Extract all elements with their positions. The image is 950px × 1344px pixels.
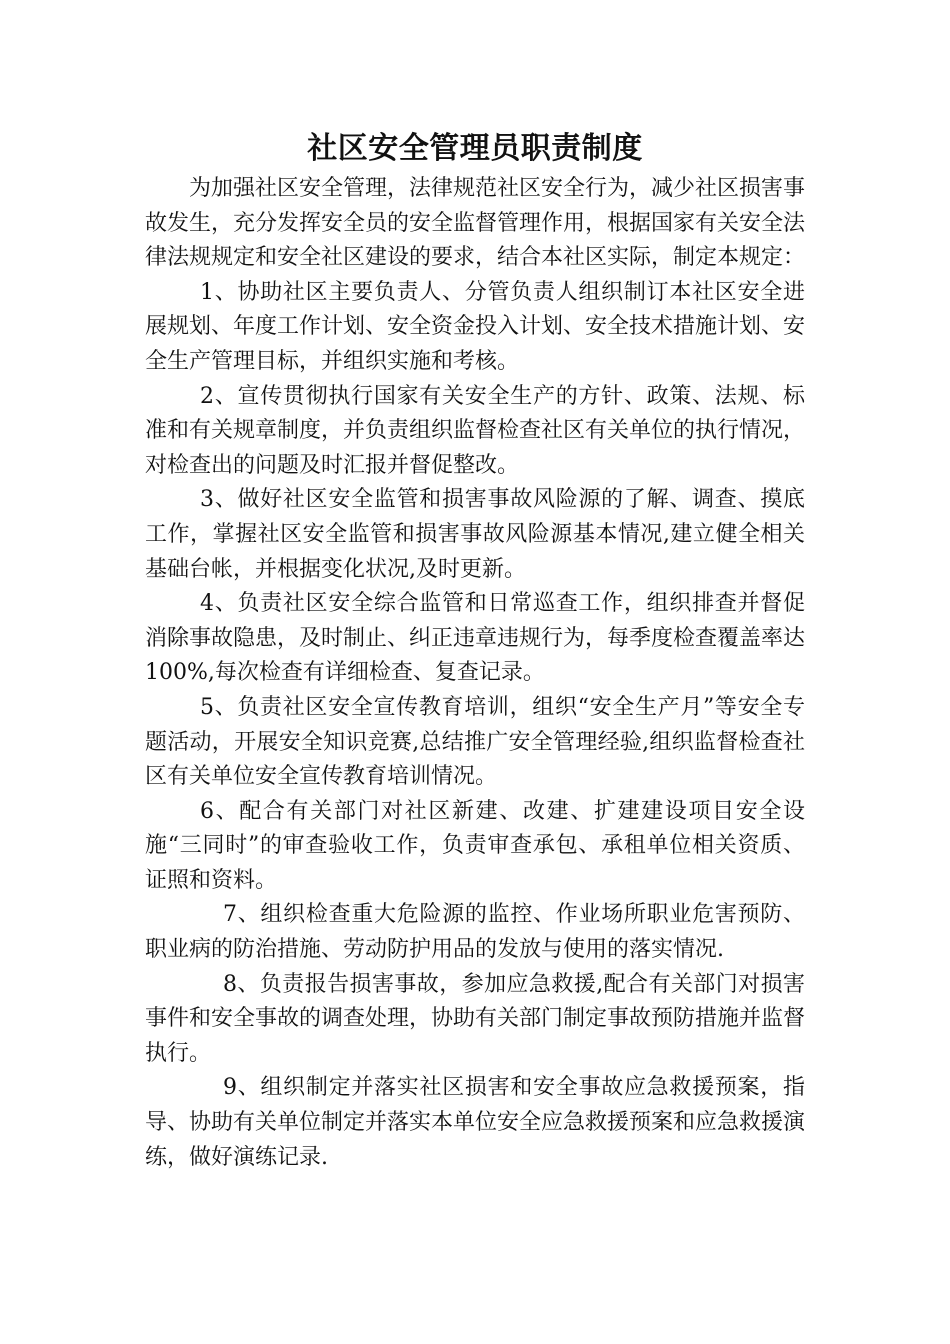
duty-item-3: 3、做好社区安全监管和损害事故风险源的了解、调查、摸底工作，掌握社区安全监管和损害事故风险源基本情况,建立健全相关基础台帐，并根据变化状况,及时更新。 (145, 487, 805, 582)
duty-item-6: 6、配合有关部门对社区新建、改建、扩建建设项目安全设施“三同时”的审查验收工作，负责审查承包、承租单位相关资质、证照和资料。 (145, 798, 805, 893)
document-body (145, 128, 805, 1175)
duty-item-2: 2、宣传贯彻执行国家有关安全生产的方针、政策、法规、标准和有关规章制度，并负责组织监督检查社区有关单位的执行情况，对检查出的问题及时汇报并督促整改。 (145, 383, 806, 478)
duty-item-1: 1、协助社区主要负责人、分管负责人组织制订本社区安全进展规划、年度工作计划、安全资金投入计划、安全技术措施计划、安全生产管理目标，并组织实施和考核。 (145, 279, 806, 374)
duty-item-5: 5、负责社区安全宣传教育培训，组织“安全生产月”等安全专题活动，开展安全知识竞赛,总结推广安全管理经验,组织监督检查社区有关单位安全宣传教育培训情况。 (145, 694, 805, 790)
duty-item-8: 8、负责报告损害事故，参加应急救援,配合有关部门对损害事件和安全事故的调查处理，协助有关部门制定事故预防措施并监督执行。 (145, 971, 806, 1066)
document-title: 社区安全管理员职责制度 (307, 131, 643, 166)
duty-item-9: 9、组织制定并落实社区损害和安全事故应急救援预案，指导、协助有关单位制定并落实本单位安全应急救援预案和应急救援演练，做好演练记录. (145, 1075, 806, 1170)
duty-item-7: 7、组织检查重大危险源的监控、作业场所职业危害预防、职业病的防治措施、劳动防护用品的发放与使用的落实情况. (145, 902, 805, 963)
intro-paragraph: 为加强社区安全管理，法律规范社区安全行为，减少社区损害事故发生，充分发挥安全员的安全监督管理作用，根据国家有关安全法律法规规定和安全社区建设的要求，结合本社区实际，制定本规定： (145, 176, 806, 271)
duty-item-4: 4、负责社区安全综合监管和日常巡查工作，组织排查并督促消除事故隐患，及时制止、纠正违章违规行为，每季度检查覆盖率达100%,每次检查有详细检查、复查记录。 (145, 591, 806, 686)
